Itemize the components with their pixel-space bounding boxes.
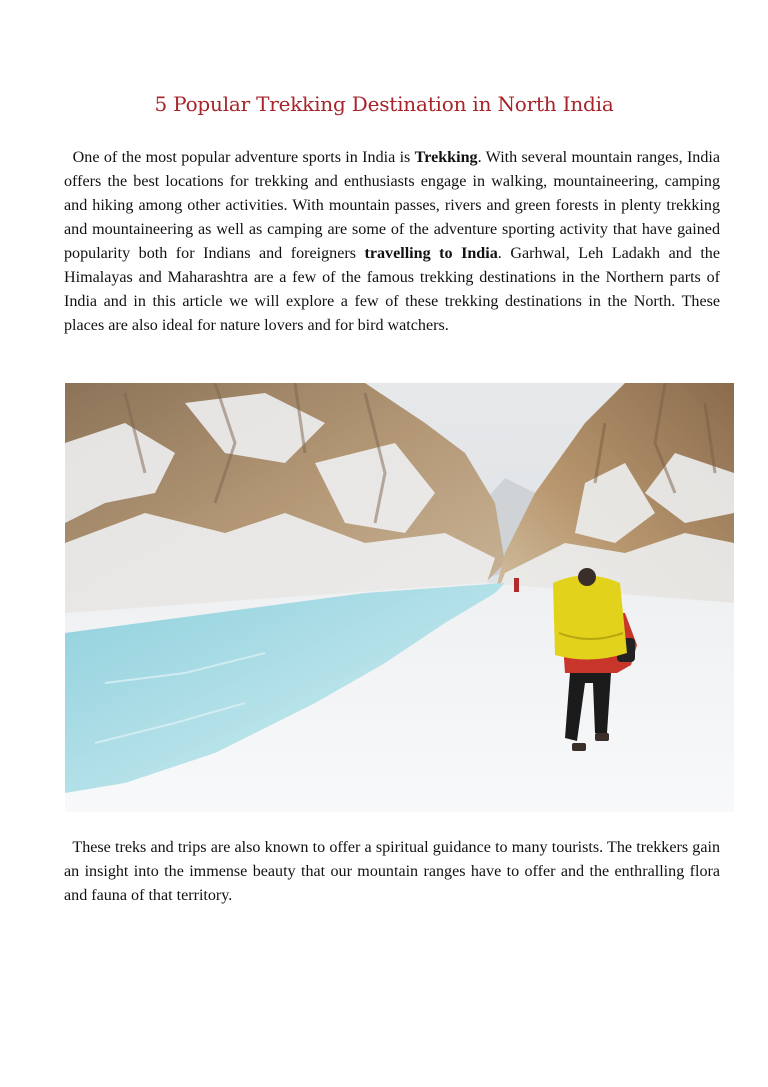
- travelling-to-india-link[interactable]: travelling to India: [364, 245, 498, 262]
- trekking-photo: [65, 383, 734, 812]
- closing-paragraph: These treks and trips are also known to offer a spiritual guidance to many tourists. The trekkers gain an insight into the immense beauty that our mountain ranges have to offer and the enthralling flora and fauna of that territory.: [64, 839, 720, 904]
- trekking-link[interactable]: Trekking: [414, 149, 478, 166]
- trekker-head: [578, 568, 596, 586]
- page-title: 5 Popular Trekking Destination in North India: [154, 92, 614, 116]
- intro-text-middle: . With several mountain ranges, India offers the best locations for trekking and enthusiasts engage in walking, mountaineering, camping and hiking among other activities. With mountain passes, rivers and green forests in plenty trekking and mountaineering as well as camping are some of the adventure sporting activity that have gained popularity both for Indians and foreigners: [64, 149, 721, 262]
- intro-paragraph: [64, 146, 720, 338]
- backpack: [553, 576, 627, 660]
- intro-text-start: One of the most popular adventure sports in India is: [64, 149, 415, 166]
- trekker-boot-right: [595, 733, 609, 741]
- distant-trekker: [514, 578, 519, 592]
- intro-text-end: . Garhwal, Leh Ladakh and the Himalayas and Maharashtra are a few of the famous trekking destinations in the Northern parts of India and in this article we will explore a few of these trekking destinations in the North. These places are also ideal for nature lovers and for bird watchers.: [64, 245, 721, 334]
- trekker-boot-left: [572, 743, 586, 751]
